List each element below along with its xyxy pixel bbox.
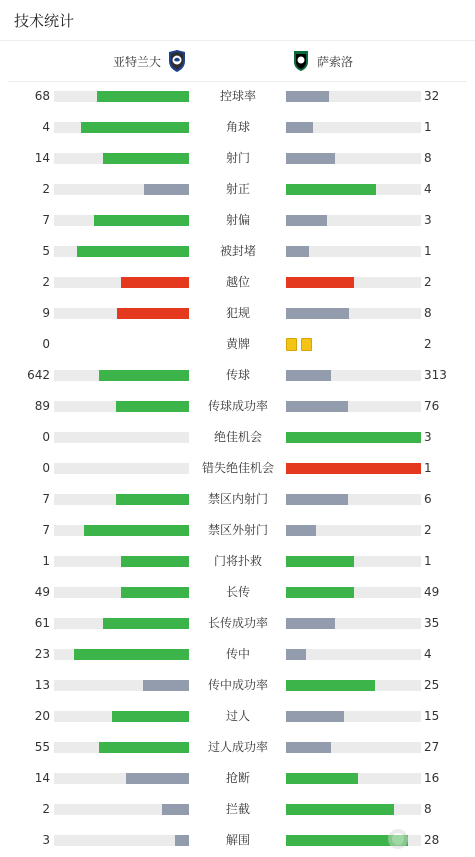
home-value: 13 bbox=[34, 678, 50, 692]
away-bar-track bbox=[286, 308, 421, 319]
away-value: 15 bbox=[424, 709, 440, 723]
stat-row bbox=[0, 112, 475, 143]
away-bar-track bbox=[286, 463, 421, 474]
away-bar-track bbox=[286, 277, 421, 288]
away-bar-fill bbox=[286, 308, 349, 319]
away-value: 4 bbox=[424, 182, 432, 196]
away-value: 2 bbox=[424, 337, 432, 351]
away-bar-fill bbox=[286, 494, 348, 505]
home-bar-track bbox=[54, 711, 189, 722]
home-bar-fill bbox=[162, 804, 189, 815]
home-value: 23 bbox=[34, 647, 50, 661]
home-bar-track bbox=[54, 246, 189, 257]
home-team[interactable] bbox=[113, 41, 187, 81]
stat-label: 解围 bbox=[225, 833, 250, 847]
away-bar-track bbox=[286, 370, 421, 381]
stat-row bbox=[0, 701, 475, 732]
stat-row bbox=[0, 236, 475, 267]
home-value: 0 bbox=[42, 430, 50, 444]
away-team-name: 萨索洛 bbox=[317, 54, 354, 69]
stat-label: 门将扑救 bbox=[213, 554, 262, 568]
stat-label: 射偏 bbox=[225, 213, 250, 227]
yellow-card-icon bbox=[286, 338, 297, 351]
stat-row bbox=[0, 546, 475, 577]
stat-row bbox=[0, 360, 475, 391]
home-team-name: 亚特兰大 bbox=[112, 54, 161, 69]
home-value: 5 bbox=[42, 244, 50, 258]
stat-label: 禁区内射门 bbox=[207, 492, 268, 506]
away-bar-fill bbox=[286, 370, 331, 381]
stat-label: 犯规 bbox=[225, 306, 250, 320]
away-bar-fill bbox=[286, 153, 335, 164]
away-value: 1 bbox=[424, 120, 432, 134]
home-value: 7 bbox=[42, 213, 50, 227]
away-value: 8 bbox=[424, 306, 432, 320]
home-bar-fill bbox=[121, 587, 189, 598]
home-bar-track bbox=[54, 91, 189, 102]
home-bar-fill bbox=[117, 308, 189, 319]
away-bar-fill bbox=[286, 463, 421, 474]
away-bar-fill bbox=[286, 401, 348, 412]
stat-row bbox=[0, 453, 475, 484]
stat-label: 绝佳机会 bbox=[213, 430, 262, 444]
yellow-card-icon bbox=[301, 338, 312, 351]
home-value: 9 bbox=[42, 306, 50, 320]
away-value: 1 bbox=[424, 461, 432, 475]
stat-row bbox=[0, 81, 475, 112]
home-value: 7 bbox=[42, 523, 50, 537]
home-value: 0 bbox=[42, 461, 50, 475]
away-bar-track bbox=[286, 525, 421, 536]
away-value: 2 bbox=[424, 275, 432, 289]
away-bar-track bbox=[286, 618, 421, 629]
stat-row bbox=[0, 422, 475, 453]
home-value: 3 bbox=[42, 833, 50, 847]
away-value: 76 bbox=[424, 399, 440, 413]
home-bar-fill bbox=[116, 494, 189, 505]
away-value: 2 bbox=[424, 523, 432, 537]
stat-label: 射门 bbox=[225, 151, 250, 165]
stat-label: 过人成功率 bbox=[207, 740, 268, 754]
away-bar-fill bbox=[286, 122, 313, 133]
home-bar-fill bbox=[97, 91, 189, 102]
stat-label: 黄牌 bbox=[225, 337, 250, 351]
away-bar-fill bbox=[286, 649, 306, 660]
away-value: 27 bbox=[424, 740, 440, 754]
home-bar-track bbox=[54, 835, 189, 846]
home-value: 2 bbox=[42, 275, 50, 289]
away-value: 28 bbox=[424, 833, 440, 847]
away-bar-track bbox=[286, 804, 421, 815]
home-bar-fill bbox=[121, 556, 189, 567]
stat-label: 抢断 bbox=[225, 771, 250, 785]
home-value: 2 bbox=[42, 802, 50, 816]
away-value: 313 bbox=[424, 368, 447, 382]
home-bar-fill bbox=[143, 680, 189, 691]
away-value: 3 bbox=[424, 213, 432, 227]
home-bar-fill bbox=[84, 525, 189, 536]
home-bar-fill bbox=[103, 618, 189, 629]
stat-row bbox=[0, 484, 475, 515]
stat-label: 长传 bbox=[225, 585, 250, 599]
home-bar-fill bbox=[126, 773, 189, 784]
away-value: 16 bbox=[424, 771, 440, 785]
home-value: 49 bbox=[34, 585, 50, 599]
away-bar-track bbox=[286, 184, 421, 195]
away-bar-track bbox=[286, 711, 421, 722]
stat-row bbox=[0, 391, 475, 422]
home-bar-fill bbox=[144, 184, 189, 195]
home-bar-track bbox=[54, 184, 189, 195]
stat-label: 角球 bbox=[225, 120, 250, 134]
away-bar-fill bbox=[286, 804, 394, 815]
away-bar-fill bbox=[286, 215, 327, 226]
away-bar-fill bbox=[286, 680, 375, 691]
away-bar-track bbox=[286, 401, 421, 412]
away-bar-track bbox=[286, 91, 421, 102]
away-team[interactable] bbox=[291, 41, 353, 81]
home-bar-track bbox=[54, 649, 189, 660]
away-value: 8 bbox=[424, 802, 432, 816]
away-bar-fill bbox=[286, 773, 358, 784]
home-value: 2 bbox=[42, 182, 50, 196]
away-bar-track bbox=[286, 153, 421, 164]
home-bar-track bbox=[54, 494, 189, 505]
teams-header bbox=[8, 41, 467, 82]
away-bar-track bbox=[286, 649, 421, 660]
home-bar-fill bbox=[121, 277, 189, 288]
away-value: 25 bbox=[424, 678, 440, 692]
home-bar-fill bbox=[94, 215, 189, 226]
atalanta-crest-icon bbox=[167, 49, 187, 73]
away-bar-fill bbox=[286, 742, 331, 753]
home-bar-track bbox=[54, 215, 189, 226]
home-bar-track bbox=[54, 618, 189, 629]
home-bar-fill bbox=[116, 401, 189, 412]
stat-label: 长传成功率 bbox=[207, 616, 268, 630]
away-bar-track bbox=[286, 246, 421, 257]
away-bar-fill bbox=[286, 91, 329, 102]
stat-row bbox=[0, 794, 475, 825]
home-value: 20 bbox=[34, 709, 50, 723]
away-bar-fill bbox=[286, 432, 421, 443]
away-bar-track bbox=[286, 773, 421, 784]
stat-label: 传球成功率 bbox=[207, 399, 268, 413]
home-value: 0 bbox=[42, 337, 50, 351]
away-bar-track bbox=[286, 742, 421, 753]
home-bar-track bbox=[54, 153, 189, 164]
home-value: 89 bbox=[34, 399, 50, 413]
sassuolo-crest-icon bbox=[291, 49, 311, 73]
away-bar-track bbox=[286, 587, 421, 598]
away-bar-fill bbox=[286, 711, 344, 722]
home-bar-fill bbox=[77, 246, 189, 257]
home-bar-fill bbox=[112, 711, 189, 722]
home-value: 55 bbox=[34, 740, 50, 754]
home-bar-fill bbox=[175, 835, 189, 846]
stat-row bbox=[0, 577, 475, 608]
stat-label: 越位 bbox=[225, 275, 250, 289]
home-value: 61 bbox=[34, 616, 50, 630]
home-value: 14 bbox=[34, 151, 50, 165]
away-value: 49 bbox=[424, 585, 440, 599]
home-value: 14 bbox=[34, 771, 50, 785]
away-bar-track bbox=[286, 494, 421, 505]
away-value: 8 bbox=[424, 151, 432, 165]
stat-label: 禁区外射门 bbox=[207, 523, 268, 537]
away-bar-track bbox=[286, 122, 421, 133]
home-bar-track bbox=[54, 277, 189, 288]
away-bar-fill bbox=[286, 587, 354, 598]
away-bar-track bbox=[286, 556, 421, 567]
stat-label: 过人 bbox=[225, 709, 250, 723]
stat-label: 被封堵 bbox=[219, 244, 256, 258]
stat-row bbox=[0, 329, 475, 360]
away-value: 3 bbox=[424, 430, 432, 444]
home-bar-track bbox=[54, 432, 189, 443]
stat-row bbox=[0, 732, 475, 763]
stats-list bbox=[0, 81, 475, 856]
away-value: 6 bbox=[424, 492, 432, 506]
title-bar bbox=[0, 0, 475, 41]
home-bar-track bbox=[54, 742, 189, 753]
home-bar-track bbox=[54, 680, 189, 691]
away-bar-track bbox=[286, 680, 421, 691]
home-bar-track bbox=[54, 525, 189, 536]
stat-row bbox=[0, 639, 475, 670]
away-bar-fill bbox=[286, 618, 335, 629]
stat-row bbox=[0, 143, 475, 174]
away-value: 35 bbox=[424, 616, 440, 630]
home-bar-fill bbox=[81, 122, 189, 133]
away-value: 1 bbox=[424, 244, 432, 258]
home-value: 4 bbox=[42, 120, 50, 134]
home-bar-fill bbox=[99, 370, 189, 381]
watermark-icon bbox=[384, 827, 412, 851]
home-value: 1 bbox=[42, 554, 50, 568]
stat-row bbox=[0, 205, 475, 236]
stat-label: 射正 bbox=[225, 182, 250, 196]
home-bar-fill bbox=[74, 649, 189, 660]
away-bar-fill bbox=[286, 525, 316, 536]
away-bar-track bbox=[286, 432, 421, 443]
home-bar-track bbox=[54, 122, 189, 133]
away-bar-fill bbox=[286, 246, 309, 257]
away-bar-fill bbox=[286, 277, 354, 288]
home-bar-track bbox=[54, 587, 189, 598]
home-bar-track bbox=[54, 463, 189, 474]
away-value: 4 bbox=[424, 647, 432, 661]
stat-row bbox=[0, 763, 475, 794]
home-value: 642 bbox=[27, 368, 50, 382]
home-value: 68 bbox=[34, 89, 50, 103]
home-bar-track bbox=[54, 773, 189, 784]
home-bar-track bbox=[54, 308, 189, 319]
stat-row bbox=[0, 515, 475, 546]
home-value: 7 bbox=[42, 492, 50, 506]
page-title: 技术统计 bbox=[14, 12, 75, 30]
home-bar-track bbox=[54, 370, 189, 381]
stat-label: 拦截 bbox=[225, 802, 250, 816]
stat-row bbox=[0, 670, 475, 701]
home-bar-track bbox=[54, 401, 189, 412]
away-value: 1 bbox=[424, 554, 432, 568]
stat-label: 传球 bbox=[225, 368, 250, 382]
stat-row bbox=[0, 174, 475, 205]
stat-label: 错失绝佳机会 bbox=[201, 461, 274, 475]
home-bar-track bbox=[54, 804, 189, 815]
stat-row bbox=[0, 608, 475, 639]
stat-label: 控球率 bbox=[219, 89, 256, 103]
stat-label: 传中 bbox=[225, 647, 250, 661]
away-value: 32 bbox=[424, 89, 440, 103]
home-bar-track bbox=[54, 556, 189, 567]
stat-row bbox=[0, 298, 475, 329]
stat-label: 传中成功率 bbox=[207, 678, 268, 692]
home-bar-fill bbox=[99, 742, 189, 753]
away-bar-fill bbox=[286, 184, 376, 195]
stat-row bbox=[0, 267, 475, 298]
home-bar-fill bbox=[103, 153, 189, 164]
away-yellow-cards bbox=[286, 338, 312, 351]
away-bar-track bbox=[286, 215, 421, 226]
away-bar-fill bbox=[286, 556, 354, 567]
